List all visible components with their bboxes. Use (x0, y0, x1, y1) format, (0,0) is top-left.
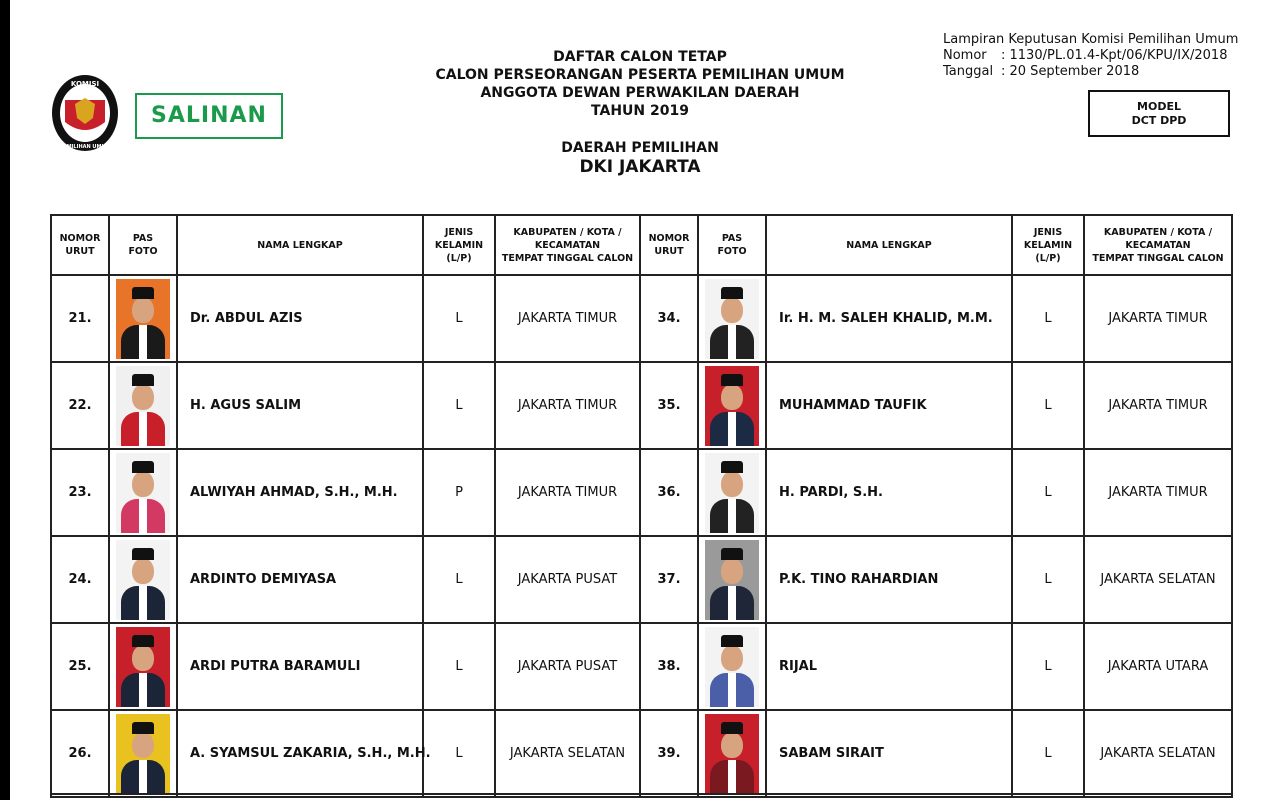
nomor-value: : 1130/PL.01.4-Kpt/06/KPU/IX/2018 (1001, 48, 1228, 63)
tempat-tinggal: JAKARTA PUSAT (495, 623, 640, 710)
candidate-photo (705, 714, 759, 794)
jenis-kelamin: L (1012, 710, 1084, 797)
pas-foto (109, 710, 177, 797)
col-nomor: NOMOR URUT (51, 215, 109, 275)
pas-foto (698, 275, 766, 362)
model-line: MODEL (1137, 100, 1181, 113)
candidate-table (50, 214, 1233, 798)
model-box (1088, 90, 1230, 137)
nomor-urut: 36. (640, 449, 698, 536)
jenis-kelamin: L (423, 623, 495, 710)
jenis-kelamin: P (423, 449, 495, 536)
logo-bottom-text: PEMILIHAN UMUM (59, 144, 111, 150)
candidate-photo (705, 279, 759, 359)
table-row (51, 710, 1232, 797)
jenis-kelamin: L (423, 362, 495, 449)
lampiran-line: Lampiran Keputusan Komisi Pemilihan Umum (943, 32, 1239, 47)
left-edge (0, 0, 10, 800)
pas-foto (698, 623, 766, 710)
nomor-urut: 22. (51, 362, 109, 449)
nomor-urut: 23. (51, 449, 109, 536)
pas-foto (698, 449, 766, 536)
nama-lengkap: H. AGUS SALIM (177, 362, 423, 449)
tempat-tinggal: JAKARTA TIMUR (1084, 275, 1232, 362)
nomor-urut: 25. (51, 623, 109, 710)
jenis-kelamin: L (1012, 536, 1084, 623)
tempat-tinggal: JAKARTA TIMUR (495, 449, 640, 536)
lampiran-info (943, 32, 1238, 80)
tempat-tinggal: JAKARTA SELATAN (1084, 536, 1232, 623)
candidate-photo (116, 714, 170, 794)
nomor-urut: 39. (640, 710, 698, 797)
jenis-kelamin: L (1012, 275, 1084, 362)
pas-foto (698, 362, 766, 449)
pas-foto (109, 362, 177, 449)
nomor-urut: 26. (51, 710, 109, 797)
jenis-kelamin: L (423, 710, 495, 797)
pas-foto (109, 623, 177, 710)
tempat-tinggal: JAKARTA SELATAN (495, 710, 640, 797)
pas-foto (109, 275, 177, 362)
candidate-photo (116, 279, 170, 359)
daerah-value: DKI JAKARTA (579, 157, 701, 177)
nama-lengkap: A. SYAMSUL ZAKARIA, S.H., M.H. (177, 710, 423, 797)
nama-lengkap: MUHAMMAD TAUFIK (766, 362, 1012, 449)
nama-lengkap: P.K. TINO RAHARDIAN (766, 536, 1012, 623)
tempat-tinggal: JAKARTA SELATAN (1084, 710, 1232, 797)
candidate-photo (705, 627, 759, 707)
nomor-urut: 38. (640, 623, 698, 710)
nama-lengkap: ARDI PUTRA BARAMULI (177, 623, 423, 710)
candidate-photo (705, 540, 759, 620)
pas-foto (698, 710, 766, 797)
kpu-logo-icon (51, 74, 119, 152)
jenis-kelamin: L (1012, 362, 1084, 449)
nama-lengkap: ALWIYAH AHMAD, S.H., M.H. (177, 449, 423, 536)
table-row (51, 623, 1232, 710)
candidate-photo (116, 453, 170, 533)
candidate-photo (116, 627, 170, 707)
col-jk: JENIS KELAMIN (L/P) (423, 215, 495, 275)
nama-lengkap: Dr. ABDUL AZIS (177, 275, 423, 362)
model-line: DCT DPD (1131, 114, 1187, 127)
nomor-label: Nomor (943, 48, 987, 63)
col-nomor: NOMOR URUT (640, 215, 698, 275)
tempat-tinggal: JAKARTA TIMUR (495, 275, 640, 362)
jenis-kelamin: L (423, 536, 495, 623)
table-row (51, 275, 1232, 362)
document-title (420, 48, 860, 120)
jenis-kelamin: L (1012, 449, 1084, 536)
nama-lengkap: SABAM SIRAIT (766, 710, 1012, 797)
table-row (51, 536, 1232, 623)
pas-foto (698, 536, 766, 623)
table-header-row (51, 215, 1232, 275)
tanggal-label: Tanggal (943, 64, 994, 79)
col-foto: PAS FOTO (698, 215, 766, 275)
daerah-label: DAERAH PEMILIHAN (561, 140, 719, 156)
col-nama: NAMA LENGKAP (177, 215, 423, 275)
nama-lengkap: H. PARDI, S.H. (766, 449, 1012, 536)
nomor-urut: 35. (640, 362, 698, 449)
candidate-photo (705, 453, 759, 533)
nomor-urut: 34. (640, 275, 698, 362)
pas-foto (109, 536, 177, 623)
nomor-urut: 37. (640, 536, 698, 623)
table-row (51, 362, 1232, 449)
col-kab: KABUPATEN / KOTA / KECAMATAN TEMPAT TINGGAL CALON (1084, 215, 1232, 275)
title-line: ANGGOTA DEWAN PERWAKILAN DAERAH (480, 85, 800, 101)
tempat-tinggal: JAKARTA TIMUR (495, 362, 640, 449)
tempat-tinggal: JAKARTA TIMUR (1084, 362, 1232, 449)
tanggal-value: : 20 September 2018 (1001, 64, 1140, 79)
pas-foto (109, 449, 177, 536)
nomor-urut: 24. (51, 536, 109, 623)
tempat-tinggal: JAKARTA PUSAT (495, 536, 640, 623)
col-kab: KABUPATEN / KOTA / KECAMATAN TEMPAT TINGGAL CALON (495, 215, 640, 275)
nama-lengkap: Ir. H. M. SALEH KHALID, M.M. (766, 275, 1012, 362)
table-continuation (50, 793, 1231, 802)
col-jk: JENIS KELAMIN (L/P) (1012, 215, 1084, 275)
nama-lengkap: RIJAL (766, 623, 1012, 710)
jenis-kelamin: L (423, 275, 495, 362)
tempat-tinggal: JAKARTA TIMUR (1084, 449, 1232, 536)
title-line: TAHUN 2019 (591, 103, 689, 119)
table-row (51, 449, 1232, 536)
nama-lengkap: ARDINTO DEMIYASA (177, 536, 423, 623)
logo-top-text: KOMISI (70, 80, 100, 88)
candidate-photo (116, 366, 170, 446)
candidate-photo (116, 540, 170, 620)
col-foto: PAS FOTO (109, 215, 177, 275)
salinan-stamp: SALINAN (135, 93, 283, 139)
jenis-kelamin: L (1012, 623, 1084, 710)
title-line: CALON PERSEORANGAN PESERTA PEMILIHAN UMUM (435, 67, 845, 83)
candidate-photo (705, 366, 759, 446)
tempat-tinggal: JAKARTA UTARA (1084, 623, 1232, 710)
title-line: DAFTAR CALON TETAP (553, 49, 727, 65)
col-nama: NAMA LENGKAP (766, 215, 1012, 275)
nomor-urut: 21. (51, 275, 109, 362)
